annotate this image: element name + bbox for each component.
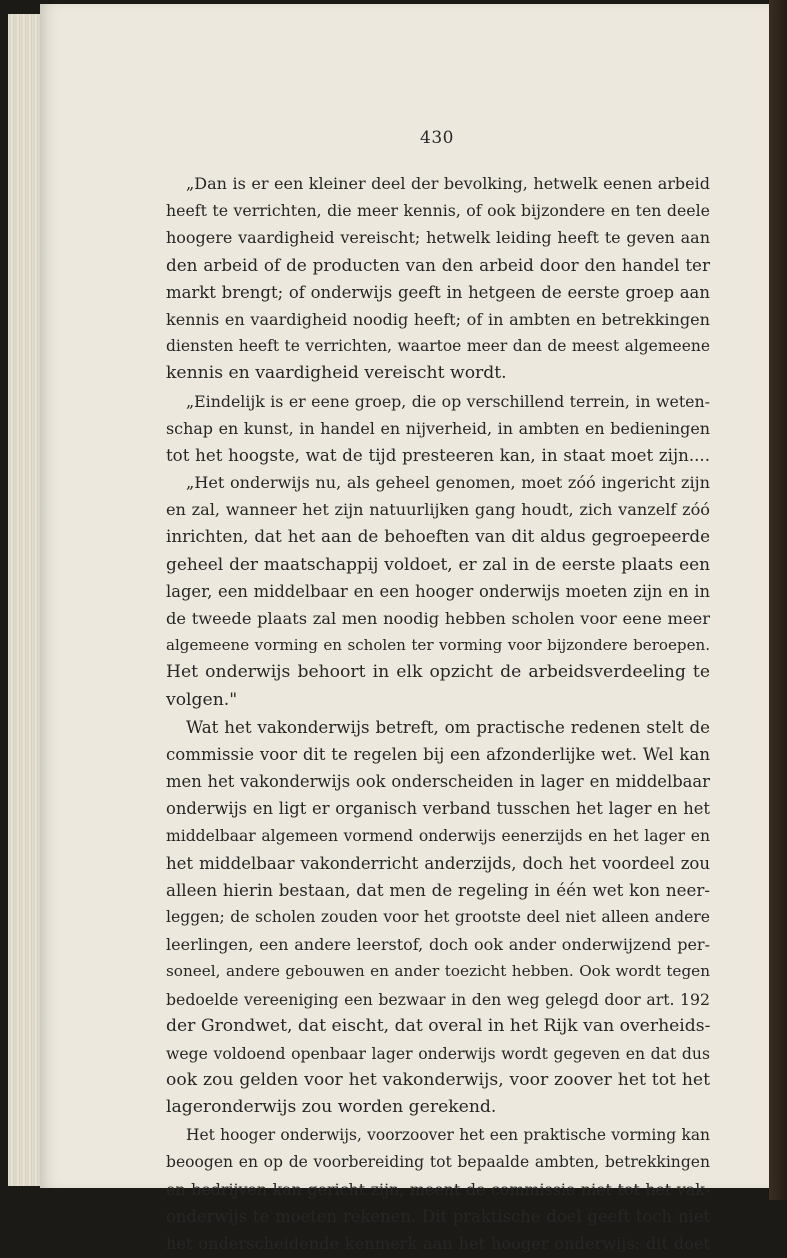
text-line: bedoelde vereeniging een bezwaar in den weg gelegd door art. 192 [166,989,710,1009]
text-line: volgen." [166,689,238,710]
text-line: soneel, andere gebouwen en ander toezicht hebben. Ook wordt tegen [166,962,710,981]
text-line: lageronderwijs zou worden gerekend. [166,1097,497,1118]
text-line: de tweede plaats zal men noodig hebben scholen voor eene meer [166,609,710,628]
text-line: Het onderwijs behoort in elk opzicht de arbeidsverdeeling te [166,662,710,683]
text-line: den arbeid of de producten van den arbeid door den handel ter [166,254,710,275]
text-line: het onderscheidende kenmerk aan het hooger onderwijs: dit doet [166,1234,710,1254]
text-line: schap en kunst, in handel en nijverheid, in ambten en bedieningen [166,418,710,438]
text-line: algemeene vorming en scholen ter vorming voor bijzondere beroepen. [166,636,710,655]
body-text [166,170,710,1258]
text-line: alleen hierin bestaan, dat men de regeling in één wet kon neer- [166,880,710,900]
stacked-page-edges [8,14,42,1186]
text-line: onderwijs te moeten rekenen. Dit praktische doel geeft toch niet [166,1207,710,1227]
text-line: Wat het vakonderwijs betreft, om practische redenen stelt de [186,717,710,737]
text-line: men het vakonderwijs ook onderscheiden in lager en middelbaar [166,772,710,792]
text-line: tot het hoogste, wat de tijd presteeren kan, in staat moet zijn.... [166,445,710,465]
text-line: geheel der maatschappij voldoet, er zal in de eerste plaats een [166,553,710,574]
text-line: ook zou gelden voor het vakonderwijs, voor zoover het tot het [166,1070,710,1091]
text-line: en bedrijven kan gericht zijn, meent de commissie niet tot het vak- [166,1179,710,1199]
text-line: der Grondwet, dat eischt, dat overal in het Rijk van overheids- [166,1015,711,1036]
text-line: heeft te verrichten, die meer kennis, of ook bijzondere en ten deele [166,201,710,221]
text-line: commissie voor dit te regelen bij een afzonderlijke wet. Wel kan [166,744,710,764]
text-line: „Eindelijk is er eene groep, die op verschillend terrein, in weten- [186,391,710,411]
book-spine [769,0,787,1200]
text-line: middelbaar algemeen vormend onderwijs eenerzijds en het lager en [166,826,710,845]
text-line: „Dan is er een kleiner deel der bevolking, hetwelk eenen arbeid [186,174,710,193]
text-line: en zal, wanneer het zijn natuurlijken gang houdt, zich vanzelf zóó [166,500,710,520]
text-line: inrichten, dat het aan de behoeften van dit aldus gegroepeerde [166,526,710,547]
text-line: lager, een middelbaar en een hooger onderwijs moeten zijn en in [166,581,710,601]
page-number: 430 [420,128,454,148]
text-line: kennis en vaardigheid vereischt wordt. [166,363,507,384]
text-line: het middelbaar vakonderricht anderzijds, doch het voordeel zou [166,853,710,873]
text-line: wege voldoend openbaar lager onderwijs wordt gegeven en dat dus [166,1044,710,1063]
text-line: onderwijs en ligt er organisch verband tusschen het lager en het [166,799,710,819]
text-line: leggen; de scholen zouden voor het grootste deel niet alleen andere [166,908,710,927]
text-line: beoogen en op de voorbereiding tot bepaalde ambten, betrekkingen [166,1152,710,1171]
text-line: „Het onderwijs nu, als geheel genomen, moet zóó ingericht zijn [186,473,710,493]
text-line: kennis en vaardigheid noodig heeft; of in ambten en betrekkingen [166,309,710,329]
text-line: markt brengt; of onderwijs geeft in hetgeen de eerste groep aan [166,282,710,302]
text-line: diensten heeft te verrichten, waartoe meer dan de meest algemeene [166,337,710,356]
text-line: leerlingen, een andere leerstof, doch ook ander onderwijzend per- [166,935,710,955]
text-line: Het hooger onderwijs, voorzoover het een praktische vorming kan [186,1125,710,1144]
text-line: hoogere vaardigheid vereischt; hetwelk leiding heeft te geven aan [166,228,710,248]
